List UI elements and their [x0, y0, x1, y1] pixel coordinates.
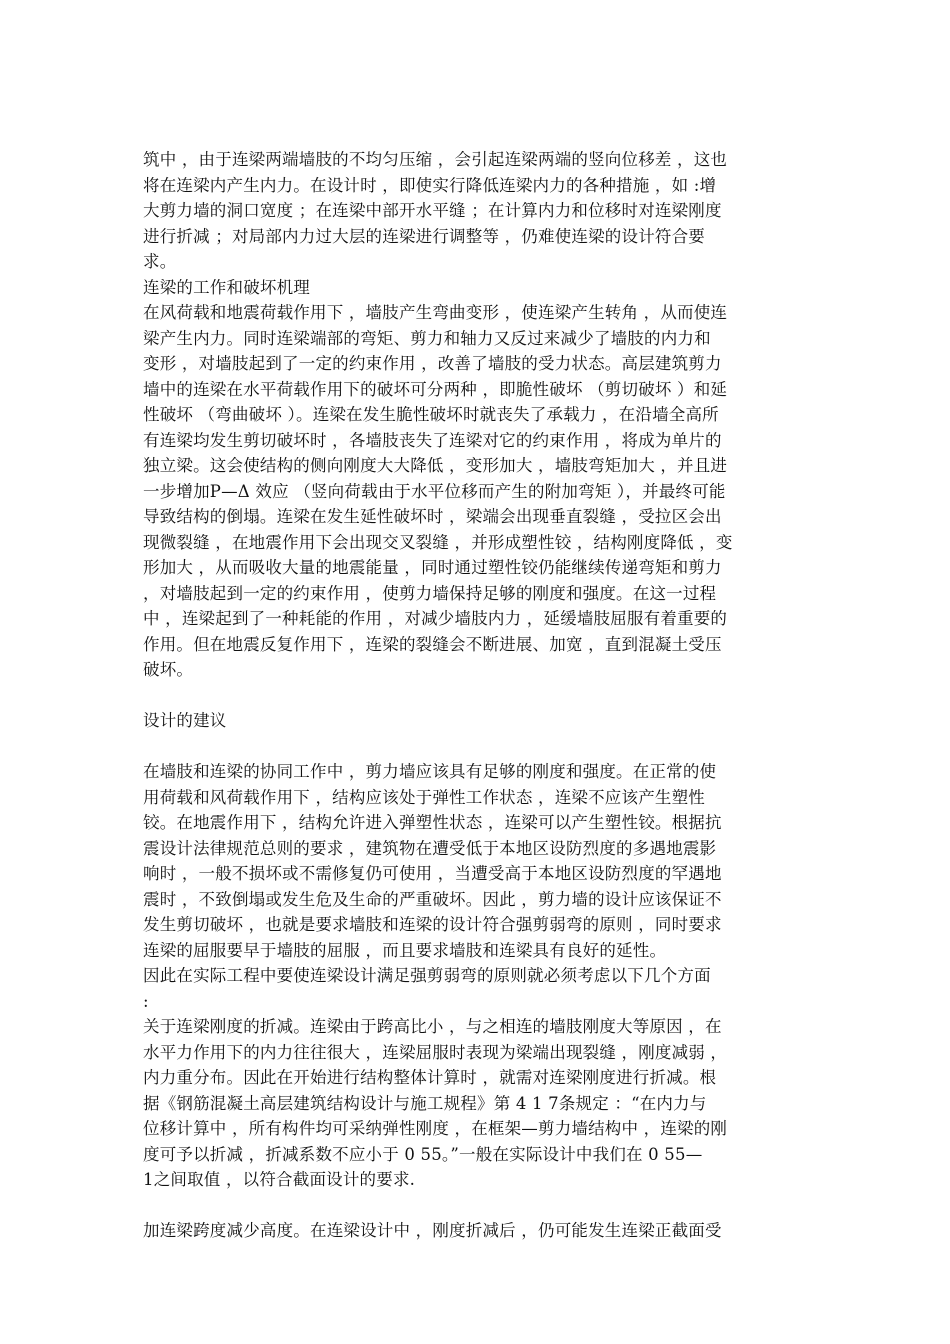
blank-line — [143, 683, 808, 709]
paragraph-span-height: 加连梁跨度减少高度。在连梁设计中 ，刚度折减后 ，仍可能发生连梁正截面受 — [143, 1221, 722, 1240]
paragraph-stiffness-reduction: 关于连梁刚度的折减。连梁由于跨高比小 ，与之相连的墙肢刚度大等原因 ，在 水平力作用下的内力往往很大 ，连梁屈服时表现为梁端出现裂缝 ，刚度减弱 ， 内力重分布。因此在开始进行结构整体计算时 ，就需对连梁刚度进行折减。根 据《钢筋混凝土高层建筑结构设计与施工规程》第 4 1 7条规定 ：“在内力与 位移计算中 ，所有构件均可采纳弹性刚度 ，在框架—剪力墙结构中 ，连梁的刚 度可予以折减 ，折减系数不应小于 0 55。”一般在实际设计中我们在 0 55— 1之间取值 ，以符合截面设计的要求. — [143, 1017, 728, 1189]
blank-line — [143, 734, 808, 760]
section-heading-mechanism: 连梁的工作和破坏机理 — [143, 277, 310, 297]
document-body — [143, 147, 808, 1244]
section-heading-suggestion: 设计的建议 — [143, 711, 227, 730]
paragraph-suggestion: 在墙肢和连梁的协同工作中 ，剪力墙应该具有足够的刚度和强度。在正常的使 用荷载和风荷载作用下 ，结构应该处于弹性工作状态 ，连梁不应该产生塑性 铰。在地震作用下 ，结构允许进入弹塑性状态 ，连梁可以产生塑性铰。根据抗 震设计法律规范总则的要求 ，建筑物在遭受低于本地区设防烈度的多遇地震影 响时 ，一般不损坏或不需修复仍可使用 ，当遭受高于本地区设防烈度的罕遇地 震时 ，不致倒塌或发生危及生命的严重破坏。因此 ，剪力墙的设计应该保证不 发生剪切破坏 ，也就是要求墙肢和连梁的设计符合强剪弱弯的原则 ，同时要求 连梁的屈服要早于墙肢的屈服 ，而且要求墙肢和连梁具有良好的延性。 — [143, 762, 722, 960]
paragraph-requirements-intro: 因此在实际工程中要使连梁设计满足强剪弱弯的原则就必须考虑以下几个方面 : — [143, 966, 711, 1011]
paragraph-intro: 筑中 ，由于连梁两端墙肢的不均匀压缩 ，会引起连梁两端的竖向位移差 ，这也 将在连梁内产生内力。在设计时 ，即使实行降低连梁内力的各种措施 ，如 :增 大剪力墙的洞口宽度 ；在连梁中部开水平缝 ；在计算内力和位移时对连梁刚度 进行折减 ；对局部内力过大层的连梁进行调整等 ，仍难使连梁的设计符合要 求。 — [143, 150, 728, 271]
blank-line — [143, 1193, 808, 1219]
paragraph-mechanism: 在风荷载和地震荷载作用下 ，墙肢产生弯曲变形 ，使连梁产生转角 ，从而使连 梁产生内力。同时连梁端部的弯矩、剪力和轴力又反过来减少了墙肢的内力和 变形 ，对墙肢起到了一定的约束作用 ，改善了墙肢的受力状态。高层建筑剪力 墙中的连梁在水平荷载作用下的破坏可分两种 ，即脆性破坏 （剪切破坏 ）和延 性破坏 （弯曲破坏 ）。连梁在发生脆性破坏时就丧失了承载力 ，在沿墙全高所 有连梁均发生剪切破坏时 ，各墙肢丧失了连梁对它的约束作用 ，将成为单片的 独立梁。这会使结构的侧向刚度大大降低 ，变形加大 ，墙肢弯矩加大 ，并且进 一步增加P—Δ 效应 （竖向荷载由于水平位移而产生的附加弯矩 ），并最终可能 导致结构的倒塌。连梁在发生延性破坏时 ，梁端会出现垂直裂缝 ，受拉区会出 现微裂缝 ，在地震作用下会出现交叉裂缝 ，并形成塑性铰 ，结构刚度降低 ，变 形加大 ，从而吸收大量的地震能量 ，同时通过塑性铰仍能继续传递弯矩和剪力 ，对墙肢起到一定的约束作用 ，使剪力墙保持足够的刚度和强度。在这一过程 中 ，连梁起到了一种耗能的作用 ，对减少墙肢内力 ，延缓墙肢屈服有着重要的 作用。但在地震反复作用下 ，连梁的裂缝会不断进展、加宽 ，直到混凝土受压 破坏。 — [143, 303, 733, 679]
